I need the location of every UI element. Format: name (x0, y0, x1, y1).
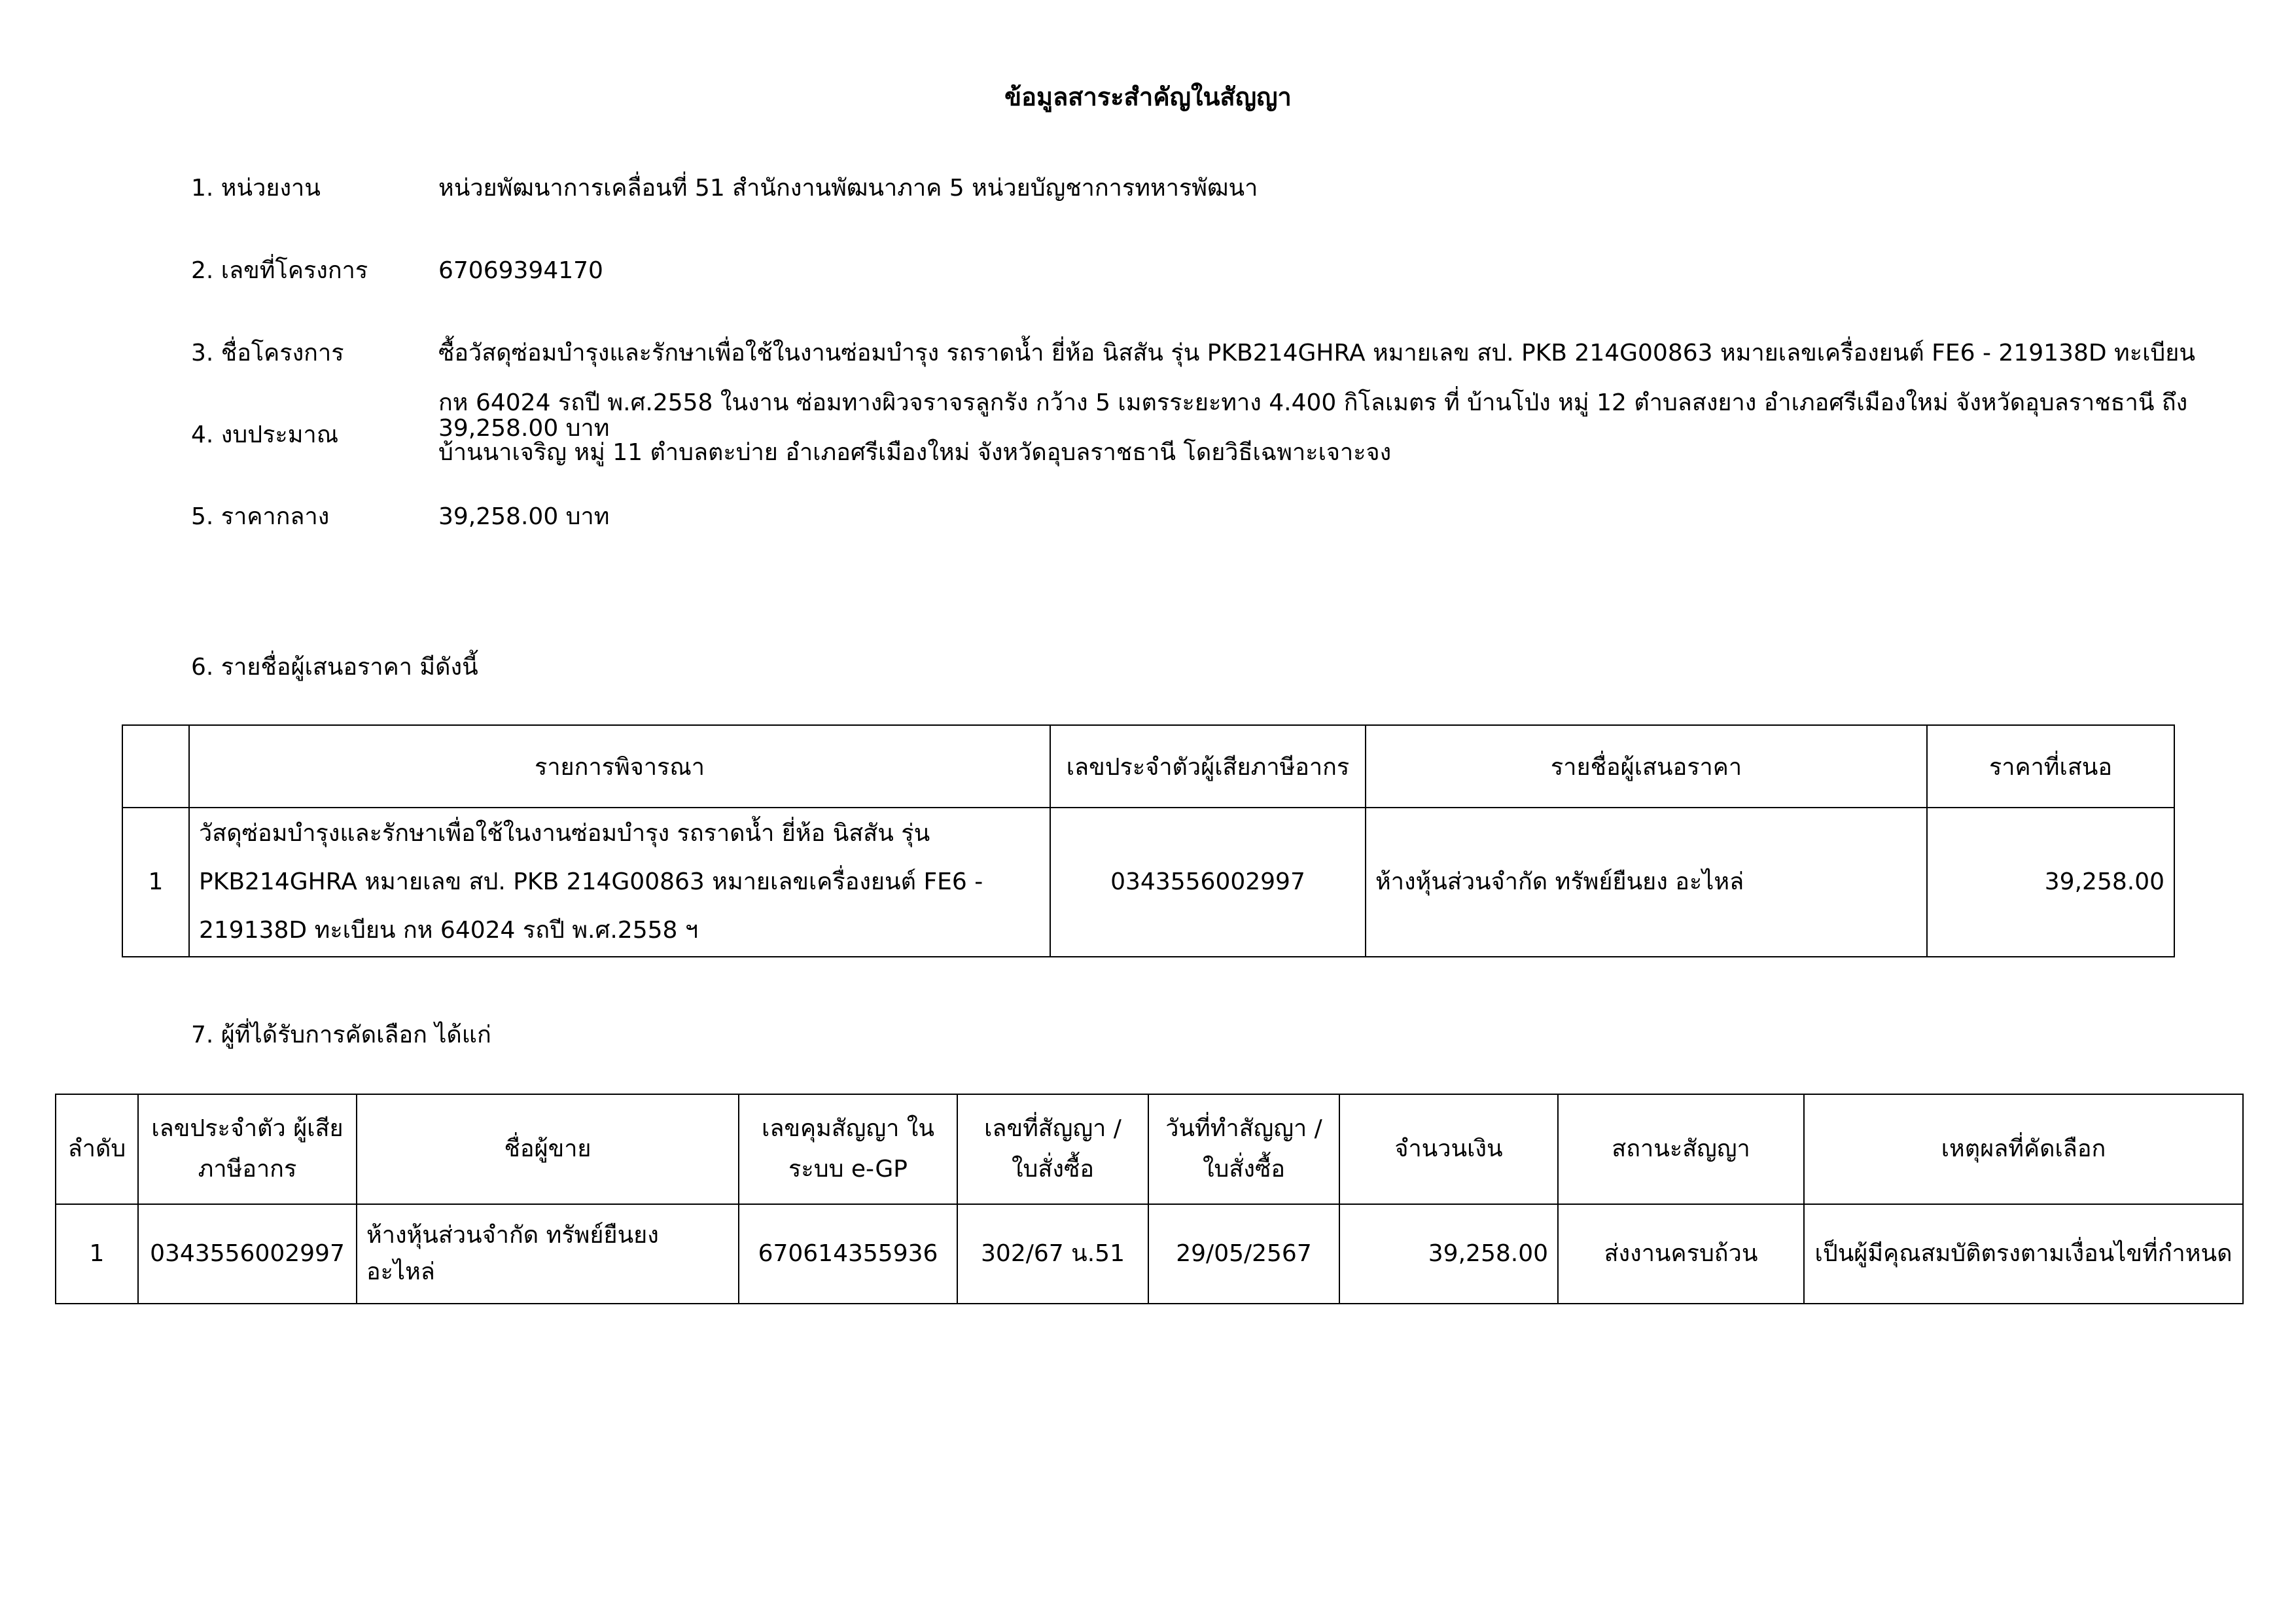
project-no-value: 67069394170 (438, 257, 603, 284)
winners-header-egp-no: เลขคุมสัญญา ในระบบ e-GP (739, 1094, 957, 1204)
winners-header-contract-no: เลขที่สัญญา / ใบสั่งซื้อ (957, 1094, 1148, 1204)
budget-value: 39,258.00 บาท (438, 415, 610, 442)
offer-bidder: ห้างหุ้นส่วนจำกัด ทรัพย์ยืนยง อะไหล่ (1366, 808, 1927, 957)
offer-no: 1 (122, 808, 189, 957)
offers-header-price: ราคาที่เสนอ (1927, 725, 2174, 808)
winners-header-contract-date: วันที่ทำสัญญา / ใบสั่งซื้อ (1148, 1094, 1339, 1204)
offers-header-item: รายการพิจารณา (189, 725, 1050, 808)
winners-header-status: สถานะสัญญา (1558, 1094, 1804, 1204)
winner-reason: เป็นผู้มีคุณสมบัติตรงตามเงื่อนไขที่กำหนด (1804, 1204, 2243, 1304)
agency-value: หน่วยพัฒนาการเคลื่อนที่ 51 สำนักงานพัฒนาภาค 5 หน่วยบัญชาการทหารพัฒนา (438, 175, 1258, 202)
project-no-label: 2. เลขที่โครงการ (191, 257, 368, 284)
offer-tax-id: 0343556002997 (1050, 808, 1366, 957)
winner-contract-date: 29/05/2567 (1148, 1204, 1339, 1304)
agency-label: 1. หน่วยงาน (191, 175, 321, 202)
winner-tax-id: 0343556002997 (138, 1204, 357, 1304)
median-price-label: 5. ราคากลาง (191, 503, 330, 530)
winner-status: ส่งงานครบถ้วน (1558, 1204, 1804, 1304)
offers-heading: 6. รายชื่อผู้เสนอราคา มีดังนี้ (191, 654, 478, 681)
winners-header-tax-id: เลขประจำตัว ผู้เสียภาษีอากร (138, 1094, 357, 1204)
winner-amount: 39,258.00 (1339, 1204, 1558, 1304)
winner-no: 1 (56, 1204, 138, 1304)
winners-header-no: ลำดับ (56, 1094, 138, 1204)
offers-header-row (122, 725, 2174, 808)
project-name-label: 3. ชื่อโครงการ (191, 340, 344, 366)
winner-contract-no: 302/67 น.51 (957, 1204, 1148, 1304)
document-title: ข้อมูลสาระสำคัญในสัญญา (1004, 82, 1292, 111)
offer-item: วัสดุซ่อมบำรุงและรักษาเพื่อใช้ในงานซ่อมบำรุง รถราดน้ำ ยี่ห้อ นิสสัน รุ่น PKB214GHRA หมายเลข สป. PKB 214G00863 หมายเลขเครื่องยนต์ FE6 - 219138D ทะเบียน กห 64024 รถปี พ.ศ.2558 ฯ (189, 808, 1050, 957)
winners-header-reason: เหตุผลที่คัดเลือก (1804, 1094, 2243, 1204)
winners-table (55, 1094, 2244, 1304)
offers-header-bidder: รายชื่อผู้เสนอราคา (1366, 725, 1927, 808)
winners-header-row (56, 1094, 2243, 1204)
table-row (56, 1204, 2243, 1304)
offer-price: 39,258.00 (1927, 808, 2174, 957)
offers-table (122, 724, 2175, 957)
table-row (122, 808, 2174, 957)
winner-seller: ห้างหุ้นส่วนจำกัด ทรัพย์ยืนยง อะไหล่ (357, 1204, 739, 1304)
budget-label: 4. งบประมาณ (191, 421, 339, 448)
winners-heading: 7. ผู้ที่ได้รับการคัดเลือก ได้แก่ (191, 1022, 491, 1048)
winners-header-amount: จำนวนเงิน (1339, 1094, 1558, 1204)
offers-header-tax-id: เลขประจำตัวผู้เสียภาษีอากร (1050, 725, 1366, 808)
project-name-value: ซื้อวัสดุซ่อมบำรุงและรักษาเพื่อใช้ในงานซ่อมบำรุง รถราดน้ำ ยี่ห้อ นิสสัน รุ่น PKB214GHRA หมายเลข สป. PKB 214G00863 หมายเลขเครื่องยนต์ FE6 - 219138D ทะเบียน กห 64024 รถปี พ.ศ.2558 ในงาน ซ่อมทางผิวจราจรลูกรัง กว้าง 5 เมตรระยะทาง 4.400 กิโลเมตร ที่ บ้านโป่ง หมู่ 12 ตำบลสงยาง อำเภอศรีเมืองใหม่ จังหวัดอุบลราชธานี ถึง บ้านนาเจริญ หมู่ 11 ตำบลตะบ่าย อำเภอศรีเมืองใหม่ จังหวัดอุบลราชธานี โดยวิธีเฉพาะเจาะจง (438, 340, 2195, 466)
offers-header-no (122, 725, 189, 808)
winners-header-seller: ชื่อผู้ขาย (357, 1094, 739, 1204)
median-price-value: 39,258.00 บาท (438, 503, 610, 530)
winner-egp-no: 670614355936 (739, 1204, 957, 1304)
